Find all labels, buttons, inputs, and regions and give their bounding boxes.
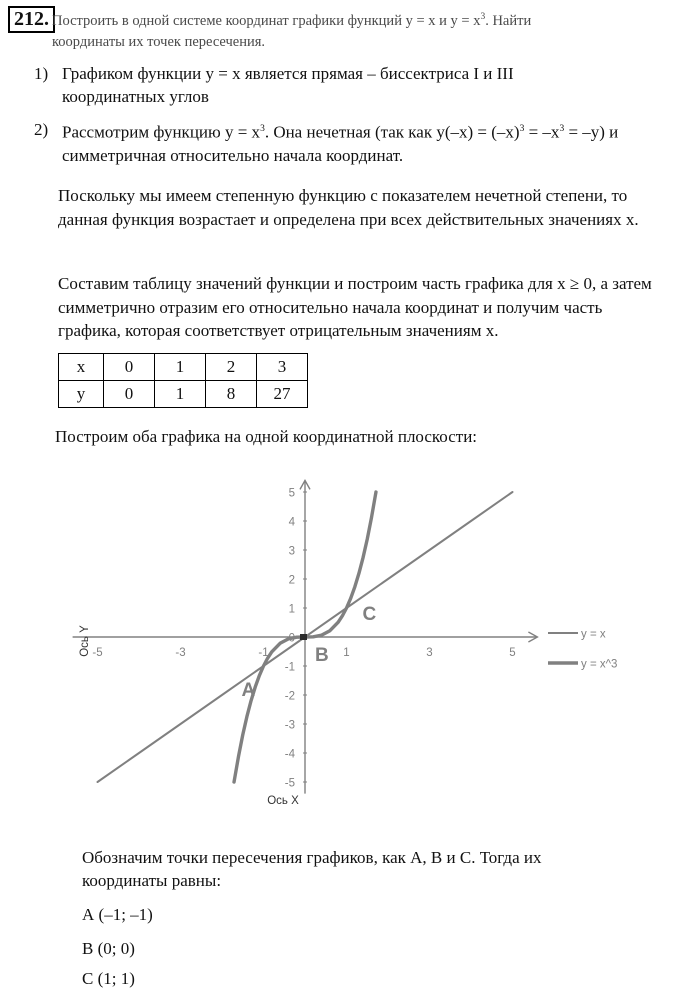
answer-point-b: В (0; 0) xyxy=(82,939,135,958)
y-tick-label: 3 xyxy=(288,545,295,558)
conclusion-line-1: Обозначим точки пересечения графиков, как А, В и С. Тогда их xyxy=(82,848,542,867)
conclusion-line-2: координаты равны: xyxy=(82,871,222,890)
step-1 xyxy=(34,62,584,108)
problem-number: 212. xyxy=(8,6,55,33)
table-cell: 1 xyxy=(155,381,206,408)
step-2-exponent-c: 3 xyxy=(559,124,565,134)
x-tick-label: -1 xyxy=(258,647,269,659)
annotation-point-a: A xyxy=(241,680,256,701)
step-2 xyxy=(34,118,662,167)
table-cell: 1 xyxy=(155,354,206,381)
problem-statement-exponent: 3 xyxy=(480,12,486,22)
table-cell: 0 xyxy=(104,354,155,381)
step-2-text-b: . Она нечетная (так как y(–x) = (–x) xyxy=(264,122,520,142)
x-axis-title: Ось X xyxy=(267,795,299,807)
step-2-text xyxy=(62,118,662,167)
table-cell: 27 xyxy=(257,381,308,408)
y-tick-label: 4 xyxy=(288,516,295,529)
paragraph-1: Поскольку мы имеем степенную функцию с показателем нечетной степени, то данная функция возрастает и определена при всех действительных значениях x. xyxy=(58,186,639,229)
x-tick-label: -3 xyxy=(175,647,186,659)
annotation-point-b: B xyxy=(315,645,329,666)
y-tick-label: -3 xyxy=(284,719,295,732)
answer-point-a: А (–1; –1) xyxy=(82,905,153,924)
problem-statement-line2: координаты их точек пересечения. xyxy=(52,33,266,50)
table-cell: 8 xyxy=(206,381,257,408)
y-tick-label: 0 xyxy=(288,632,295,645)
table-cell: y xyxy=(59,381,104,408)
table-row xyxy=(59,381,308,408)
chart-svg xyxy=(60,455,680,820)
paragraph-3: Построим оба графика на одной координатной плоскости: xyxy=(55,427,478,446)
step-2-exponent-b: 3 xyxy=(519,124,525,134)
y-tick-label: -5 xyxy=(284,777,295,790)
y-tick-label: 2 xyxy=(288,574,295,587)
step-2-text-a: Рассмотрим функцию y = x xyxy=(62,122,261,142)
legend-label-y-equals-x-cubed: y = x^3 xyxy=(581,658,618,671)
step-1-marker: 1) xyxy=(34,64,49,83)
y-tick-label: 5 xyxy=(288,487,295,500)
answer-point-c: С (1; 1) xyxy=(82,969,135,988)
table-cell: 0 xyxy=(104,381,155,408)
x-tick-label: 5 xyxy=(509,647,516,659)
table-row xyxy=(59,354,308,381)
paragraph-2: Составим таблицу значений функции и построим часть графика для x ≥ 0, а затем симметрично отразим его относительно начала координат и получим часть графика, которая соответствует отрицательным значениям x. xyxy=(58,274,652,340)
step-2-exponent-a: 3 xyxy=(260,124,265,134)
x-tick-label: -5 xyxy=(92,647,103,659)
y-tick-label: -2 xyxy=(284,690,295,703)
problem-statement xyxy=(52,8,692,52)
origin-point-marker xyxy=(300,634,307,640)
step-2-text-c: = –x xyxy=(524,122,560,142)
coordinate-plane-chart xyxy=(60,455,680,820)
table-cell: 2 xyxy=(206,354,257,381)
values-table xyxy=(58,353,308,408)
annotation-point-c: C xyxy=(362,604,377,625)
x-tick-label: 3 xyxy=(426,647,433,659)
y-tick-label: -1 xyxy=(284,661,295,674)
y-axis-title: Ось Y xyxy=(79,625,91,657)
step-2-marker: 2) xyxy=(34,120,49,139)
problem-statement-part2: . Найти xyxy=(485,12,532,29)
y-tick-label: 1 xyxy=(288,603,295,616)
y-tick-label: -4 xyxy=(284,748,295,761)
x-tick-label: 1 xyxy=(343,647,350,659)
table-cell: x xyxy=(59,354,104,381)
step-2-text-d: = –y) и симметричная относительно начала координат. xyxy=(62,122,619,165)
step-1-text: Графиком функции y = x является прямая – биссектриса I и III координатных углов xyxy=(62,64,514,106)
problem-statement-part1: Построить в одной системе координат графики функций y = x и y = x xyxy=(52,12,481,29)
table-cell: 3 xyxy=(257,354,308,381)
legend-label-y-equals-x: y = x xyxy=(581,628,606,641)
